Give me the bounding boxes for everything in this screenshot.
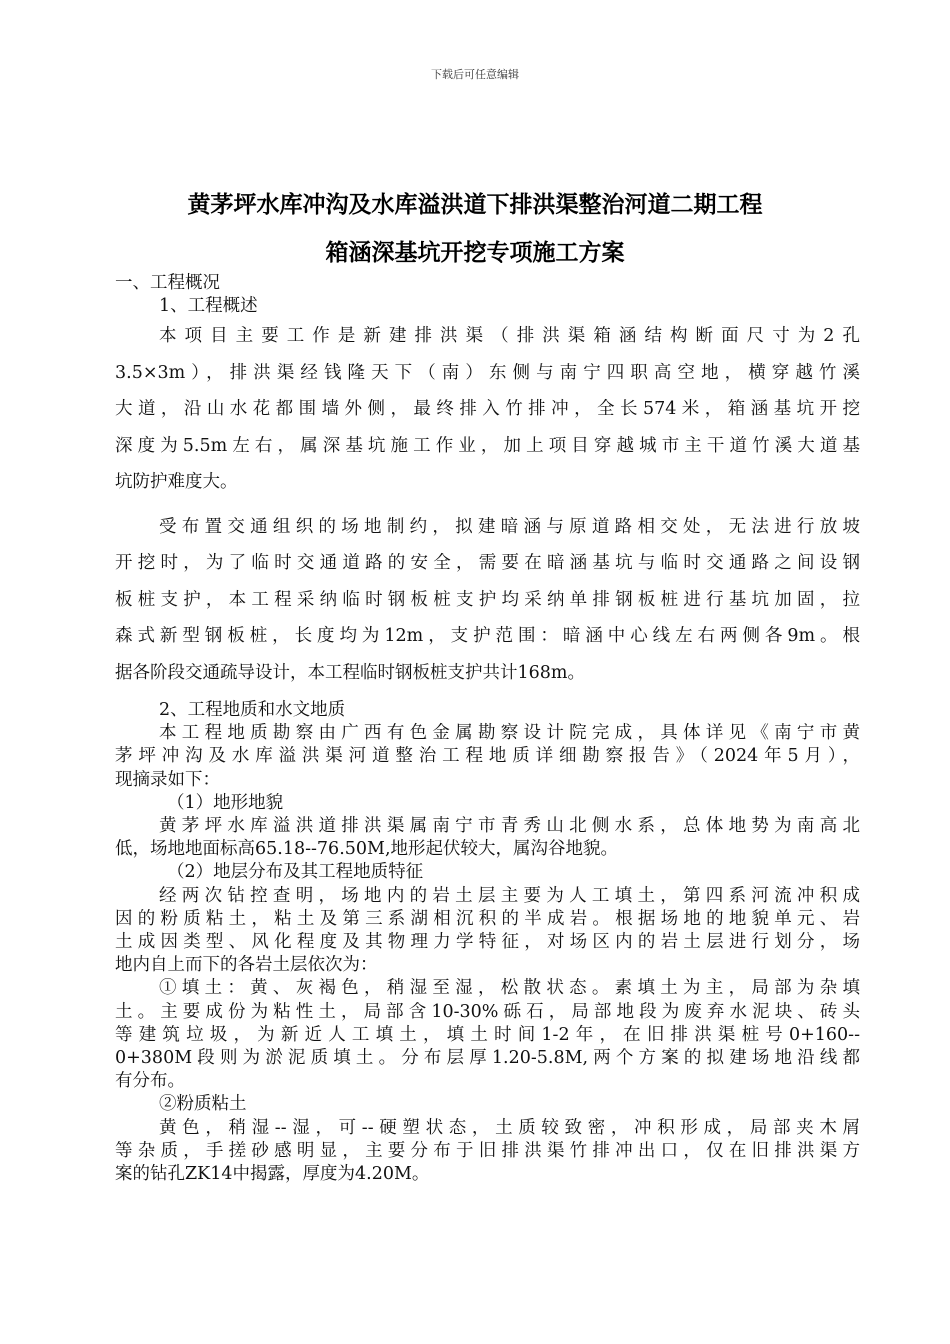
paragraph-line: 大道，沿山水花都围墙外侧，最终排入竹排冲，全长574米，箱涵基坑开挖 <box>115 399 860 419</box>
paragraph-line: 0+380M段则为淤泥质填土。分布层厚1.20-5.8M,两个方案的拟建场地沿线都 <box>115 1048 860 1069</box>
paragraph-geology-survey <box>115 722 860 792</box>
section-heading-overview: 一、工程概况 <box>115 273 220 293</box>
document-title-line-1: 黄茅坪水库冲沟及水库溢洪道下排洪渠整治河道二期工程 <box>187 192 763 218</box>
subsection-heading-silty-clay: ②粉质粘土 <box>159 1094 247 1115</box>
paragraph-strata <box>115 885 860 978</box>
paragraph-silty-clay <box>115 1117 860 1187</box>
paragraph-line: 茅坪冲沟及水库溢洪渠河道整治工程地质详细勘察报告》（2024年5月）， <box>115 746 860 767</box>
document-title-line-2: 箱涵深基坑开挖专项施工方案 <box>325 240 625 266</box>
paragraph-line: 等杂质，手搓砂感明显，主要分布于旧排洪渠竹排冲出口，仅在旧排洪渠方 <box>115 1140 860 1161</box>
paragraph-line: 森式新型钢板桩，长度均为12m，支护范围：暗涵中心线左右两侧各9m。根 <box>115 626 860 646</box>
paragraph-line: 地内自上而下的各岩土层依次为： <box>115 955 378 976</box>
paragraph-line: 低，场地地面标高65.18--76.50M,地形起伏较大，属沟谷地貌。 <box>115 839 619 860</box>
document-body <box>115 272 860 1186</box>
paragraph-line: ①填土：黄、灰褐色，稍湿至湿，松散状态。素填土为主，局部为杂填 <box>159 978 860 999</box>
paragraph-line: 板桩支护，本工程采纳临时钢板桩支护均采纳单排钢板桩进行基坑加固，拉 <box>115 589 860 610</box>
paragraph-line: 因的粉质粘土，粘土及第三系湖相沉积的半成岩。根据场地的地貌单元、岩 <box>115 908 860 929</box>
paragraph-line: 据各阶段交通疏导设计，本工程临时钢板桩支护共计168m。 <box>115 662 585 683</box>
paragraph-line: 等建筑垃圾，为新近人工填土，填土时间1-2年，在旧排洪渠桩号0+160-- <box>115 1024 860 1045</box>
paragraph-fill-soil <box>115 977 860 1093</box>
paragraph-line: 坑防护难度大。 <box>115 472 238 492</box>
paragraph-line: 土。主要成份为粘性土，局部含10-30%砾石，局部地段为废弃水泥块、砖头 <box>115 1001 860 1022</box>
paragraph-line: 现摘录如下： <box>115 769 220 790</box>
paragraph-line: 受布置交通组织的场地制约，拟建暗涵与原道路相交处，无法进行放坡 <box>159 516 860 537</box>
header-note: 下载后可任意编辑 <box>431 68 519 81</box>
paragraph-line: 土成因类型、风化程度及其物理力学特征，对场区内的岩土层进行划分，场 <box>115 932 860 953</box>
subsection-heading-landform: （1）地形地貌 <box>167 792 284 813</box>
paragraph-line: 本项目主要工作是新建排洪渠（排洪渠箱涵结构断面尺寸为2孔 <box>159 326 860 346</box>
paragraph-line: 黄色，稍湿--湿，可--硬塑状态，土质较致密，冲积形成，局部夹木屑 <box>159 1117 860 1138</box>
paragraph-gap <box>115 501 860 509</box>
paragraph-line: 黄茅坪水库溢洪道排洪渠属南宁市青秀山北侧水系，总体地势为南高北 <box>159 816 860 837</box>
paragraph-line: 有分布。 <box>115 1071 185 1092</box>
paragraph-line: 经两次钻控查明，场地内的岩土层主要为人工填土，第四系河流冲积成 <box>159 885 860 906</box>
paragraph-sheet-pile-support <box>115 509 860 692</box>
paragraph-gap <box>115 691 860 699</box>
paragraph-line: 3.5×3m），排洪渠经钱隆天下（南）东侧与南宁四职高空地，横穿越竹溪 <box>115 362 860 383</box>
paragraph-line: 深度为5.5m左右，属深基坑施工作业，加上项目穿越城市主干道竹溪大道基 <box>115 435 860 456</box>
paragraph-line: 本工程地质勘察由广西有色金属勘察设计院完成，具体详见《南宁市黄 <box>159 723 860 744</box>
paragraph-project-summary <box>115 318 860 501</box>
subsection-heading-project-summary: 1、工程概述 <box>159 296 258 316</box>
paragraph-landform <box>115 815 860 861</box>
paragraph-line: 开挖时，为了临时交通道路的安全，需要在暗涵基坑与临时交通路之间设钢 <box>115 553 860 573</box>
subsection-heading-geology: 2、工程地质和水文地质 <box>159 700 346 720</box>
subsection-heading-strata: （2）地层分布及其工程地质特征 <box>167 862 424 883</box>
paragraph-line: 案的钻孔ZK14中揭露，厚度为4.20M。 <box>115 1164 430 1185</box>
